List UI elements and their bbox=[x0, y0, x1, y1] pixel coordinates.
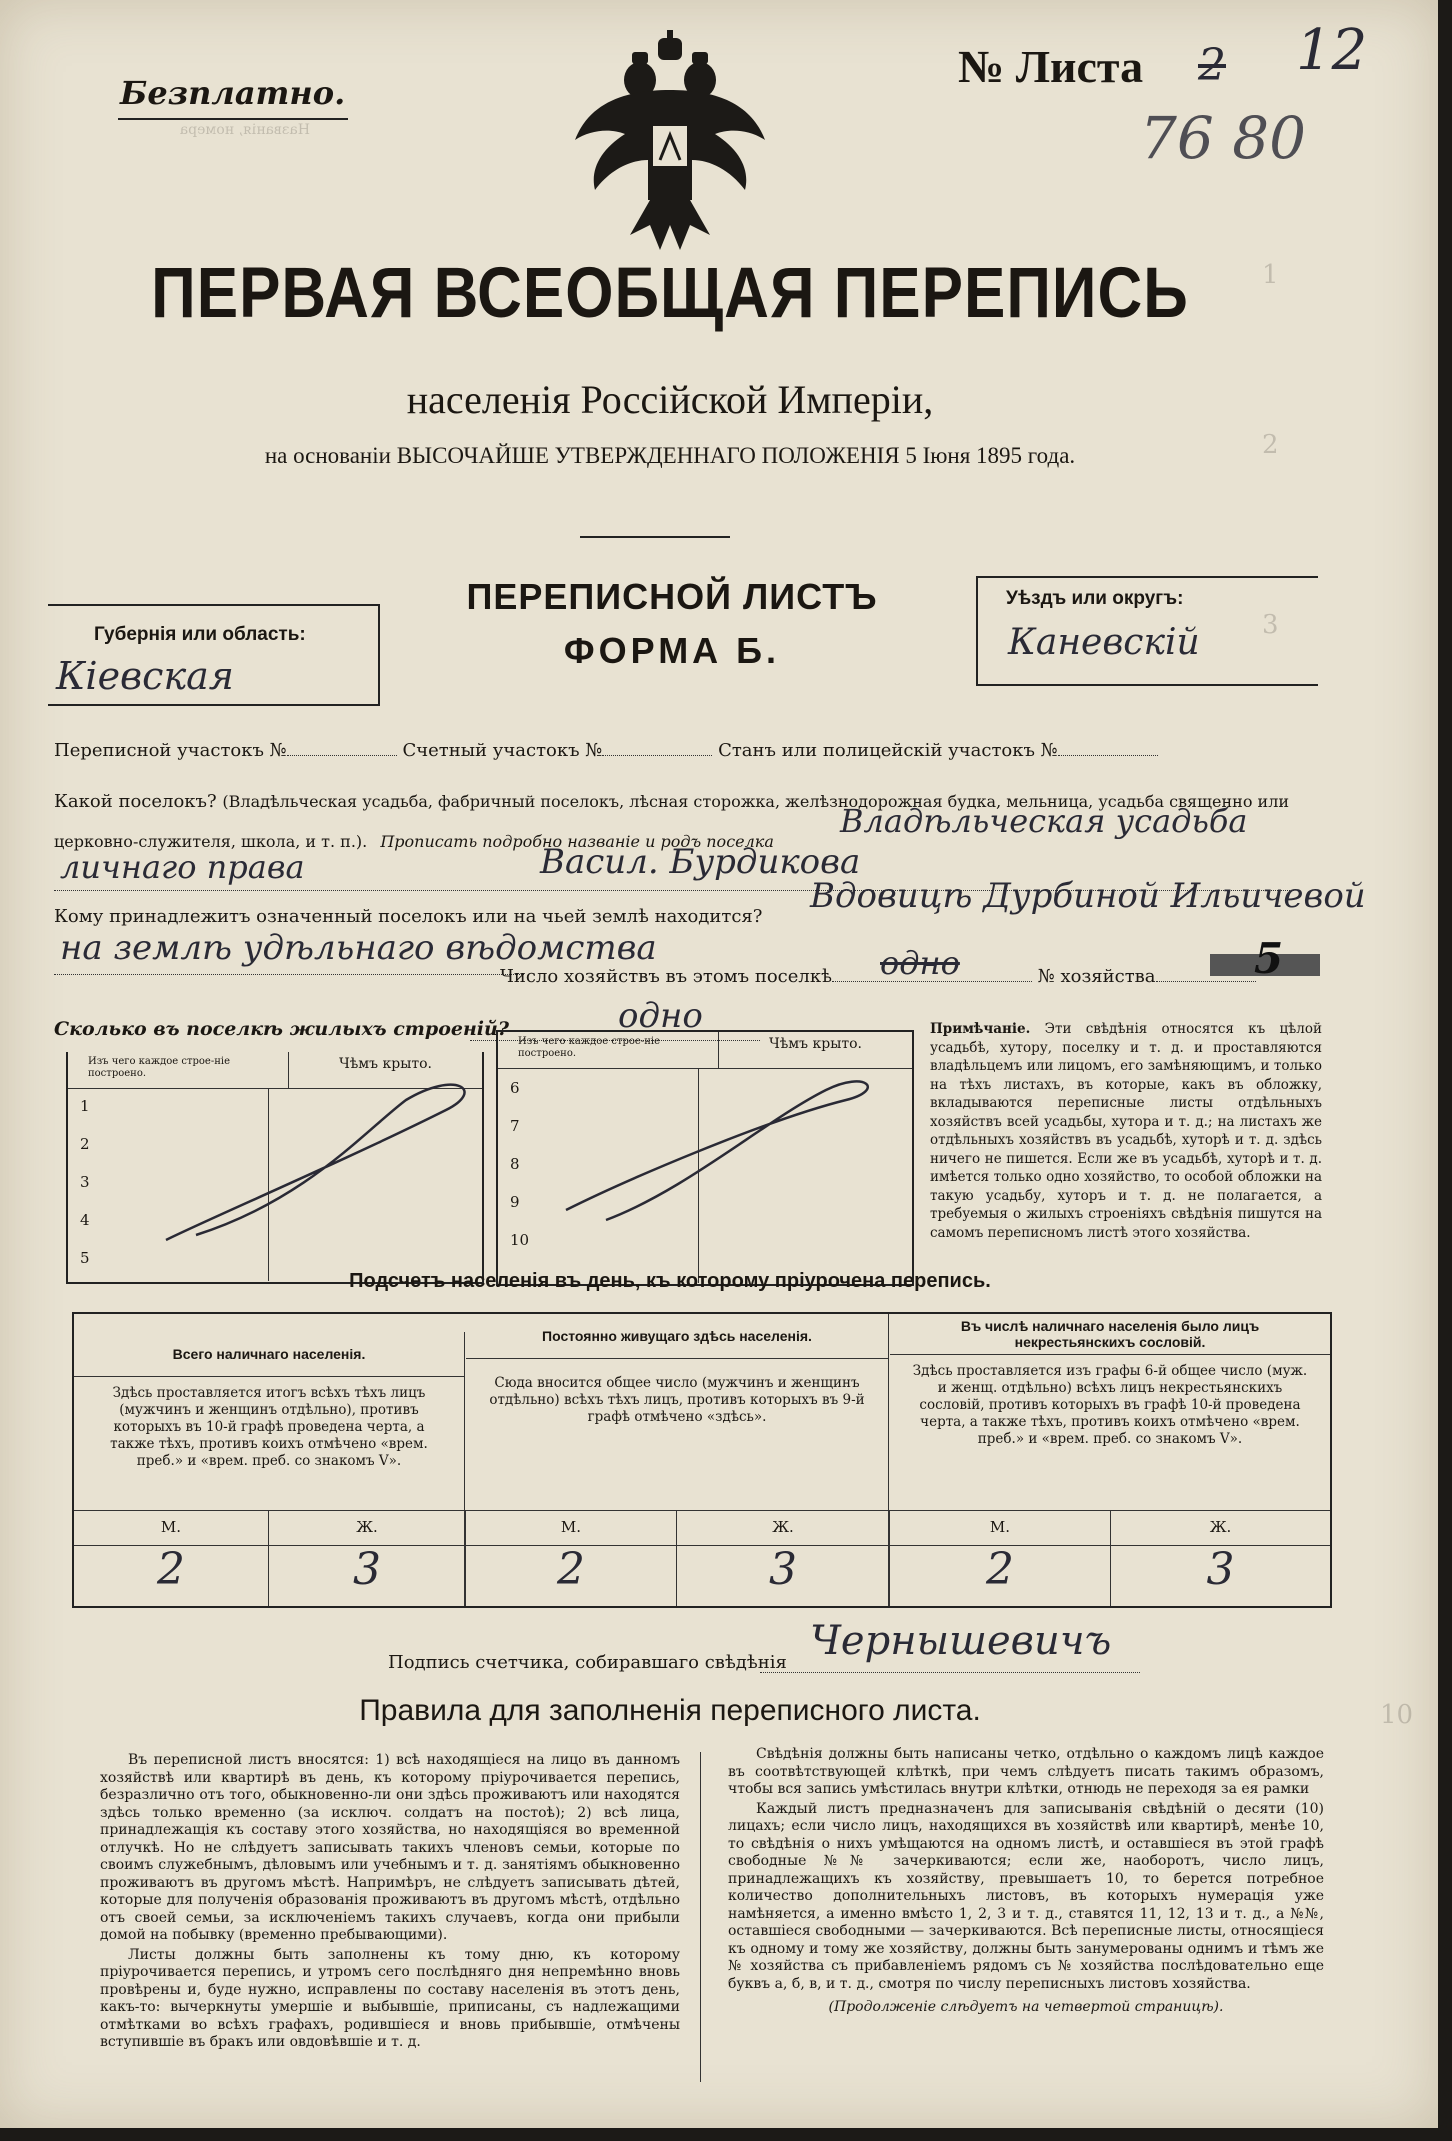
pop-values-row bbox=[74, 1544, 1330, 1606]
sheet-number-second: 76 80 bbox=[1140, 104, 1307, 172]
rules-left-column bbox=[100, 1752, 680, 2052]
pop-col1-title: Всего наличнаго населенія. bbox=[74, 1332, 464, 1377]
rules-right-p2: Каждый листъ предназначенъ для записыванія свѣдѣній о десяти (10) лицахъ; если число лицъ, находящихся въ хозяйствѣ или квартирѣ, менѣе 10, то свѣдѣнія о нихъ умѣщаются на одномъ листѣ, и оставшіеся въ этой графѣ свободные №№ зачеркиваются; если же, наоборотъ, число лицъ, принадлежащихъ къ хозяйству, превышаетъ 10, то берется потребное количество дополнительныхъ листовъ, въ которыхъ нумерація уже намѣняется, а именно вмѣсто 1, 2, 3 и т. д., ставятся 11, 12, 13 и т. д., а №№, оставшіеся свободными — зачеркиваются. Всѣ переписные листы, относящіеся къ одному и тому же хозяйству, должны быть занумерованы однимъ и тѣмъ же № хозяйства съ прибавленіемъ рядомъ съ № хозяйства послѣдовательно еще буквъ а, б, в, и т. д., смотря по числу переписныхъ листовъ хозяйства. bbox=[728, 1800, 1324, 1992]
bleed-digit-4: 10 bbox=[1380, 1700, 1414, 1730]
pop-f-3: Ж. bbox=[1209, 1518, 1232, 1536]
settlement-hint: (Владѣльческая усадьба, фабричный поселокъ, лѣсная сторожка, желѣзнодорожная будка, мельница, усадьба священно или bbox=[222, 792, 1290, 811]
owner-question: Кому принадлежитъ означенный поселокъ или на чьей землѣ находится? bbox=[54, 906, 763, 927]
pop-col3-title: Въ числѣ наличнаго населенія было лицъ некрестьянскихъ сословій. bbox=[890, 1314, 1330, 1355]
pop-value-nonpeasant-f: 3 bbox=[1206, 1544, 1235, 1595]
pop-f-1: Ж. bbox=[269, 1511, 466, 1545]
note-title: Примѣчаніе. bbox=[930, 1021, 1031, 1037]
population-heading: Подсчетъ населенія въ день, къ которому пріурочена перепись. bbox=[349, 1270, 991, 1292]
rules-title: Правила для заполненія переписного листа. bbox=[359, 1694, 981, 1727]
strike-through-scrawls bbox=[66, 1060, 910, 1280]
signature-line bbox=[760, 1672, 1140, 1673]
free-underline bbox=[118, 118, 348, 120]
buildings-row-8: 8 bbox=[510, 1155, 520, 1173]
households-label: Число хозяйствъ въ этомъ поселкѣ bbox=[500, 966, 832, 987]
bleed-digit-3: 3 bbox=[1262, 610, 1279, 640]
pop-m-2: М. bbox=[466, 1511, 677, 1545]
province-box bbox=[48, 604, 380, 706]
bleed-digit-2: 2 bbox=[1262, 430, 1279, 460]
owner-value-2: на землѣ удѣльнаго вѣдомства bbox=[60, 928, 657, 968]
pop-m-1: М. bbox=[74, 1511, 269, 1545]
households-field bbox=[500, 966, 1256, 987]
pop-col2-text: Сюда вносится общее число (мужчинъ и женщинъ отдѣльно) всѣхъ тѣхъ лицъ, противъ которыхъ въ 9-й графѣ отмѣчено «здѣсь». bbox=[489, 1375, 865, 1425]
pop-m-3: М. bbox=[890, 1511, 1111, 1545]
province-label: Губернія или область: bbox=[94, 624, 306, 645]
census-section-field bbox=[54, 740, 1158, 761]
buildings-row-7: 7 bbox=[510, 1117, 520, 1135]
sheet-number-label: № Листа bbox=[958, 41, 1144, 92]
buildings-row-6: 6 bbox=[510, 1079, 520, 1097]
bleed-digit-1: 1 bbox=[1262, 260, 1279, 290]
note-text: Эти свѣдѣнія относятся къ цѣлой усадьбѣ, хутору, поселку и т. д. и проставляются владѣльцемъ или лицомъ, его замѣняющимъ, и только на тѣхъ листахъ, въ которые, какъ въ обложку, вкладываются переписные листы отдѣльныхъ хозяйствъ всей усадьбы, хутора и т. д.; на листахъ же отдѣльныхъ хозяйствъ въ усадьбѣ, хуторѣ и т. д. здѣсь ничего не пишется. Если же въ усадьбѣ, хуторѣ и т. д. имѣется только одно хозяйство, то особой обложки на такую усадьбу, хуторъ и т. д. не полагается, а требуемыя о жилыхъ строеніяхъ свѣдѣнія пишутся на самомъ переписномъ листѣ этого хозяйства. bbox=[930, 1021, 1322, 1241]
bleed-through-text bbox=[30, 120, 310, 240]
header-rule bbox=[580, 536, 730, 538]
buildings-col2-right: Чѣмъ крыто. bbox=[769, 1036, 862, 1052]
pop-col2-title: Постоянно живущаго здѣсь населенія. bbox=[466, 1314, 888, 1359]
signature-label: Подпись счетчика, собиравшаго свѣдѣнія bbox=[388, 1652, 787, 1673]
settlement-value-3: Васил. Бурдикова bbox=[540, 842, 861, 882]
owner-line bbox=[54, 974, 524, 975]
settlement-instruction: Прописать подробно названіе и родъ поселка bbox=[380, 832, 774, 851]
rules-right-column bbox=[728, 1746, 1324, 2017]
buildings-row-1: 1 bbox=[80, 1097, 90, 1115]
settlement-value-2: личнаго права bbox=[60, 848, 305, 886]
note-block bbox=[930, 1020, 1322, 1242]
pop-value-resident-m: 2 bbox=[466, 1544, 677, 1606]
sheet-number-crossed: 2 bbox=[1198, 40, 1226, 91]
owner-value-1: Вдовицѣ Дурбиной Ильичевой bbox=[810, 876, 1366, 916]
form-title: ПЕРЕПИСНОЙ ЛИСТЪ bbox=[466, 576, 878, 617]
household-no-value: 5 bbox=[1254, 934, 1284, 983]
buildings-col2: Чѣмъ крыто. bbox=[339, 1056, 432, 1072]
pop-value-nonpeasant-m: 2 bbox=[890, 1544, 1111, 1606]
rules-right-p1: Свѣдѣнія должны быть написаны четко, отдѣльно о каждомъ лицѣ каждое въ соотвѣтствующей клѣткѣ, при чемъ слѣдуетъ писать такимъ образомъ, чтобы вся запись умѣстилась внутри клѣтки, отнюдь не переходя за ея рамки bbox=[728, 1746, 1324, 1797]
imperial-eagle-emblem bbox=[570, 30, 770, 260]
settlement-hint2: церковно-служителя, школа, и т. п.). bbox=[54, 832, 368, 851]
buildings-row-4: 4 bbox=[80, 1211, 90, 1229]
buildings-row-2: 2 bbox=[80, 1135, 90, 1153]
buildings-row-9: 9 bbox=[510, 1193, 520, 1211]
settlement-value-1: Владѣльческая усадьба bbox=[840, 802, 1248, 840]
signature-value: Чернышевичъ bbox=[810, 1618, 1112, 1664]
settlement-q-label: Какой поселокъ? bbox=[54, 791, 217, 812]
pop-col3-text: Здѣсь проставляется изъ графы 6-й общее число (муж. и женщ. отдѣльно) всѣхъ лицъ некрестьянскихъ сословій, противъ которыхъ въ графѣ 10-й проведена черта, а также тѣхъ, противъ коихъ отмѣчено «врем. преб.» и «врем. преб. со знакомъ V». bbox=[912, 1363, 1308, 1447]
buildings-value: одно bbox=[618, 996, 703, 1036]
buildings-q-label: Сколько въ поселкѣ жилыхъ строеній? bbox=[54, 1018, 509, 1040]
district-box bbox=[976, 576, 1318, 686]
count-section-label: Счетный участокъ № bbox=[402, 740, 603, 761]
pop-value-resident-f: 3 bbox=[677, 1544, 890, 1606]
pop-value-total-f: 3 bbox=[269, 1544, 466, 1606]
census-section-label: Переписной участокъ № bbox=[54, 740, 287, 761]
bleed-text: Названія, номера bbox=[179, 122, 310, 138]
pop-sub-header-row bbox=[74, 1510, 1330, 1546]
province-value: Кіевская bbox=[56, 654, 234, 698]
buildings-col1: Изъ чего каждое строе-ніе построено. bbox=[68, 1052, 289, 1088]
buildings-row-5: 5 bbox=[80, 1249, 90, 1267]
census-title: ПЕРВАЯ ВСЕОБЩАЯ ПЕРЕПИСЬ bbox=[151, 253, 1189, 334]
households-value: одно bbox=[880, 944, 960, 982]
census-subtitle: населенія Россійской Имперіи, bbox=[406, 377, 934, 422]
district-label: Уѣздъ или округъ: bbox=[1006, 588, 1184, 609]
form-label: ФОРМА Б. bbox=[563, 630, 781, 671]
buildings-row-10: 10 bbox=[510, 1231, 530, 1249]
buildings-col1-right: Изъ чего каждое строе-ніе построено. bbox=[498, 1032, 719, 1068]
rules-left-p2: Листы должны быть заполнены къ тому дню, къ которому пріурочивается перепись, и утромъ сего послѣдняго дня непремѣнно вновь провѣрены и, буде нужно, исправлены по составу населенія въ этотъ день, какъ-то: вычеркнуты умершіе и выбывшіе, приписаны, съ надлежащими отмѣтками во всѣхъ графахъ, родившіеся и вновь прибывшіе, отмѣчены вступившіе въ бракъ или овдовѣвшіе и т. д. bbox=[100, 1946, 680, 2050]
household-no-label: № хозяйства bbox=[1037, 966, 1156, 987]
buildings-row-3: 3 bbox=[80, 1173, 90, 1191]
pop-col1-text: Здѣсь проставляется итогъ всѣхъ тѣхъ лицъ (мужчинъ и женщинъ отдѣльно), противъ которыхъ въ 10-й графѣ проведена черта, а также тѣхъ, противъ коихъ отмѣчено «врем. преб.» и «врем. преб. со знакомъ V». bbox=[110, 1385, 428, 1469]
free-label: Безплатно. bbox=[120, 74, 346, 112]
buildings-question bbox=[54, 1018, 509, 1040]
pop-f-2: Ж. bbox=[677, 1511, 890, 1545]
sheet-number-value: 12 bbox=[1296, 18, 1368, 83]
population-table bbox=[72, 1312, 1332, 1608]
rules-left-p1: Въ переписной листъ вносятся: 1) всѣ находящіеся на лицо въ данномъ хозяйствѣ или квартирѣ въ день, къ которому пріурочивается перепись, безразлично отъ того, обыкновенно-ли они здѣсь проживаютъ или находятся здѣсь только временно (за исключ. солдатъ на постоѣ); 2) всѣ лица, принадлежащія къ составу этого хозяйства, но находящіяся во временной отлучкѣ. Но не слѣдуетъ записывать такихъ членовъ семьи, которые по своимъ служебнымъ, дѣловымъ или учебнымъ и т. д. занятіямъ обыкновенно проживаютъ въ другомъ мѣстѣ. Напримѣръ, не слѣдуетъ записывать дѣтей, которые для полученія образованія проживаютъ въ другомъ мѣстѣ, отдѣльно отъ своей семьи, за исключеніемъ такихъ случаевъ, когда они прибыли домой на побывку (временно пребывающими). bbox=[100, 1752, 680, 1943]
census-basis: на основаніи ВЫСОЧАЙШЕ УТВЕРЖДЕННАГО ПОЛОЖЕНІЯ 5 Іюня 1895 года. bbox=[264, 443, 1076, 468]
stan-label: Станъ или полицейскій участокъ № bbox=[718, 740, 1058, 761]
district-value: Каневскій bbox=[1008, 622, 1200, 663]
pop-value-total-m: 2 bbox=[74, 1544, 269, 1606]
rules-continued: (Продолженіе слѣдуетъ на четвертой страницѣ). bbox=[828, 1999, 1224, 2015]
rules-divider bbox=[700, 1752, 701, 2082]
